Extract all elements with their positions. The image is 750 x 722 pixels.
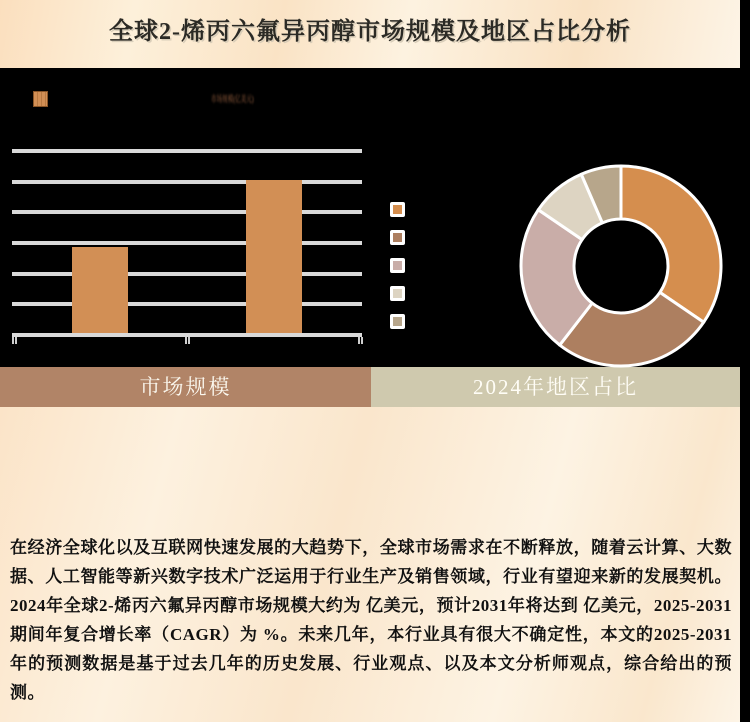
pie-legend [390, 202, 406, 342]
pie-legend-swatch [393, 261, 402, 270]
gridline [12, 333, 362, 337]
axis-tick [12, 337, 14, 344]
gridline [12, 210, 362, 214]
pie-legend-item [390, 286, 405, 301]
pie-legend-item [390, 314, 405, 329]
gridline [12, 241, 362, 245]
gridline [12, 180, 362, 184]
bar-legend-swatch [33, 91, 48, 107]
axis-tick [185, 337, 187, 344]
summary-section [0, 407, 740, 722]
bar-series-bar [246, 180, 302, 333]
axis-tick [358, 337, 360, 344]
gridline [12, 272, 362, 276]
pie-legend-swatch [393, 233, 402, 242]
pie-legend-item [390, 230, 405, 245]
donut-chart [518, 163, 724, 369]
summary-paragraph: 在经济全球化以及互联网快速发展的大趋势下，全球市场需求在不断释放，随着云计算、大数据、人工智能等新兴数字技术广泛运用于行业生产及销售领域，行业有望迎来新的发展契机。2024年全球2-烯丙六氟异丙醇市场规模大约为 亿美元，预计2031年将达到 亿美元，2025-2031期间年复合增长率（CAGR）为 %。未来几年，本行业具有很大不确定性，本文的2025-2031年的预测数据是基于过去几年的历史发展、行业观点、以及本文分析师观点，综合给出的预测。 [10, 538, 732, 702]
tab-region-share: 2024年地区占比 [371, 367, 740, 407]
page-title: 全球2-烯丙六氟异丙醇市场规模及地区占比分析 [109, 19, 631, 45]
bar-legend-blurred-label: 市场规模(亿美元) [211, 94, 254, 104]
axis-tick [188, 337, 190, 344]
pie-legend-item [390, 258, 405, 273]
pie-legend-swatch [393, 205, 402, 214]
pie-legend-item [390, 202, 405, 217]
gridline [12, 149, 362, 153]
pie-legend-swatch [393, 289, 402, 298]
pie-legend-swatch [393, 317, 402, 326]
bar-series-bar [72, 247, 128, 333]
axis-tick [361, 337, 363, 344]
tab-market-size: 市场规模 [0, 367, 371, 407]
axis-tick [15, 337, 17, 344]
header [0, 0, 740, 68]
bar-chart-plot [12, 149, 362, 337]
gridline [12, 302, 362, 306]
